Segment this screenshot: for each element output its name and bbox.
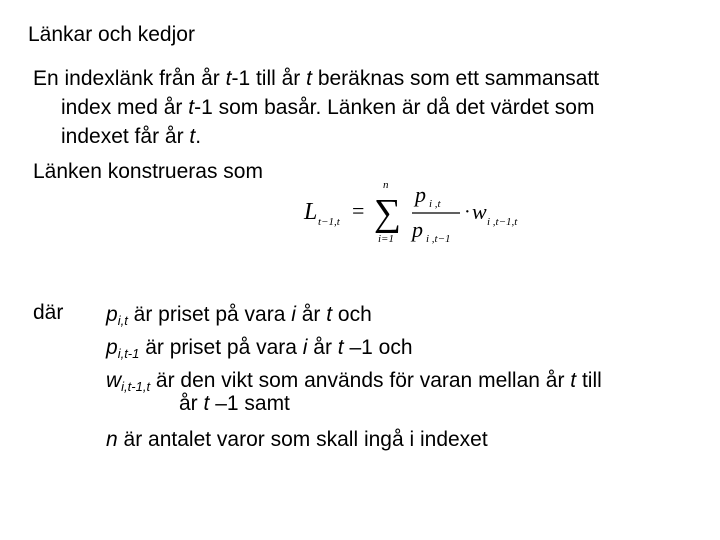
- construction-lead: Länken konstrueras som: [33, 160, 263, 183]
- formula-sum-upper: n: [383, 179, 389, 191]
- formula-denominator-p: p: [412, 217, 423, 242]
- formula-numerator-sub: i ,t: [429, 198, 441, 210]
- formula-w-sub: i ,t−1,t: [487, 216, 518, 228]
- intro-line-3: indexet får år t.: [61, 125, 202, 148]
- definition-w: $w_{i,t-1,t}$ är den vikt som används för varan mellan år t till: [106, 369, 602, 394]
- link-formula: [300, 172, 540, 252]
- definition-w-continued: år t –1 samt: [179, 392, 290, 415]
- formula-sum-lower: i=1: [378, 233, 394, 245]
- formula-L: L: [304, 199, 318, 225]
- slide-title: Länkar och kedjor: [28, 23, 195, 46]
- intro-paragraph: [33, 64, 693, 151]
- intro-line-1: En indexlänk från år t-1 till år t beräknas som ett sammansatt: [33, 67, 600, 90]
- definitions-list: [106, 298, 706, 456]
- formula-denominator-sub: i ,t−1: [426, 233, 451, 245]
- formula-L-sub: t−1,t: [318, 216, 340, 228]
- formula-equals: =: [352, 198, 365, 223]
- formula-w: w: [472, 199, 487, 224]
- intro-line-2: index med år t-1 som basår. Länken är då det värdet som: [61, 96, 595, 119]
- definition-n: n är antalet varor som skall ingå i indexet: [106, 428, 488, 451]
- dar-label: där: [33, 301, 64, 324]
- formula-dot: ·: [464, 201, 471, 223]
- definition-p-it-1: $p_{i,t-1}$ är priset på vara i år t –1 och: [106, 336, 413, 361]
- definition-p-it: $p_{i,t}$ är priset på vara i år t och: [106, 303, 372, 328]
- formula-numerator-p: p: [415, 182, 426, 207]
- formula-sigma: ∑: [374, 192, 402, 234]
